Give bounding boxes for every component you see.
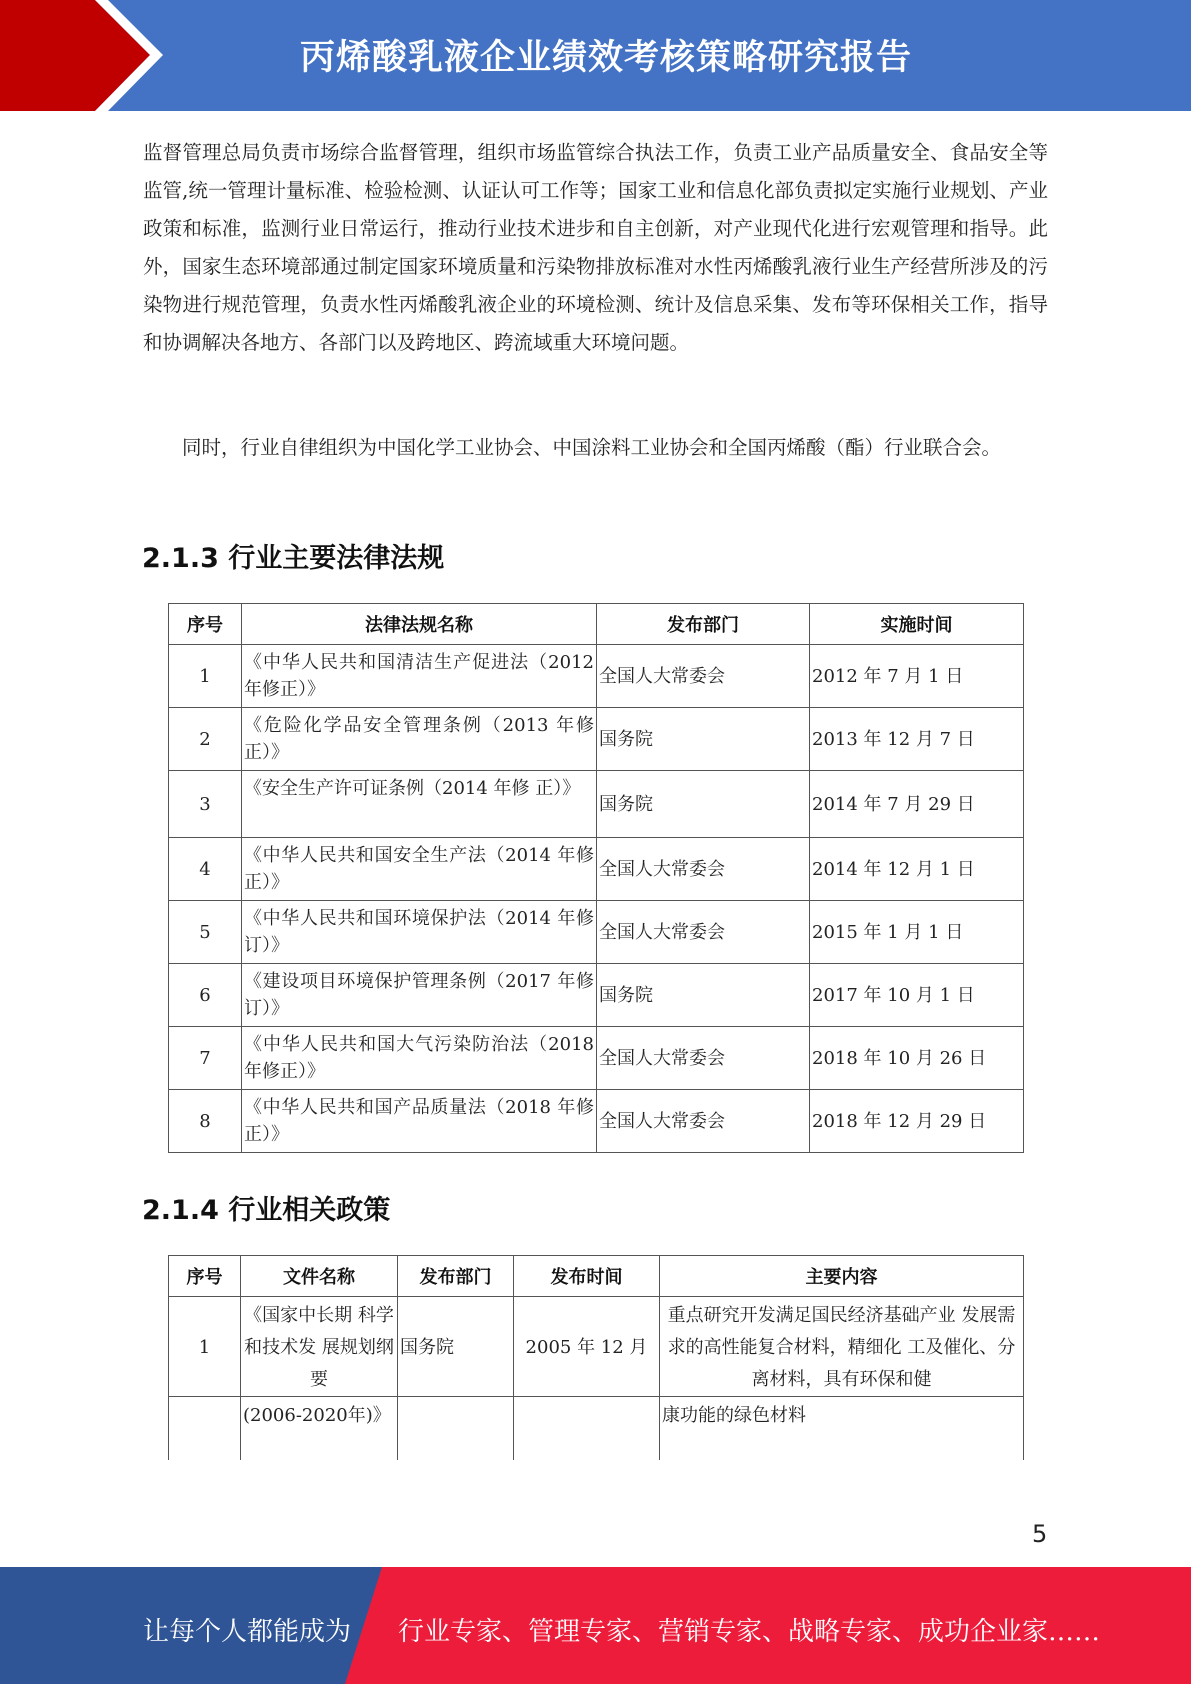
section-heading-2-1-4: 2.1.4 行业相关政策 [142,1195,391,1226]
row-law-name: 《建设项目环境保护管理条例（2017 年修订）》 [242,964,597,1027]
table-row [169,1297,1024,1397]
row-date: 2018 年 12 月 29 日 [810,1090,1024,1153]
table-row [169,1027,1024,1090]
row-dept: 全国人大常委会 [597,901,810,964]
column-header-content: 主要内容 [660,1256,1024,1297]
table-row [169,901,1024,964]
row-doc-name-cont: (2006-2020年)》 [241,1397,398,1461]
row-date: 2012 年 7 月 1 日 [810,645,1024,708]
policy-table-header-row [169,1256,1024,1297]
row-date: 2017 年 10 月 1 日 [810,964,1024,1027]
row-date: 2018 年 10 月 26 日 [810,1027,1024,1090]
row-no: 6 [169,964,242,1027]
footer-slogan-right: 行业专家、管理专家、营销专家、战略专家、成功企业家…… [398,1617,1101,1647]
policy-table [168,1255,1024,1460]
row-law-name: 《中华人民共和国产品质量法（2018 年修正）》 [242,1090,597,1153]
row-dept: 国务院 [597,771,810,838]
row-dept: 全国人大常委会 [597,838,810,901]
table-row [169,838,1024,901]
column-header-date: 发布时间 [514,1256,660,1297]
page-header [0,0,1191,111]
row-no: 8 [169,1090,242,1153]
row-law-name: 《中华人民共和国安全生产法（2014 年修正）》 [242,838,597,901]
page-number: 5 [1032,1520,1048,1548]
row-date-empty [514,1397,660,1461]
row-date: 2015 年 1 月 1 日 [810,901,1024,964]
column-header-name: 法律法规名称 [242,604,597,645]
column-header-dept: 发布部门 [597,604,810,645]
row-date: 2014 年 7 月 29 日 [810,771,1024,838]
table-row [169,1090,1024,1153]
row-no: 4 [169,838,242,901]
row-date: 2014 年 12 月 1 日 [810,838,1024,901]
row-date: 2013 年 12 月 7 日 [810,708,1024,771]
row-law-name: 《危险化学品安全管理条例（2013 年修正）》 [242,708,597,771]
row-no: 7 [169,1027,242,1090]
table-row [169,645,1024,708]
row-date: 2005 年 12 月 [514,1297,660,1397]
body-paragraph-2: 同时，行业自律组织为中国化学工业协会、中国涂料工业协会和全国丙烯酸（酯）行业联合会。 [182,436,1002,459]
row-no-empty [169,1397,241,1461]
table-row-continued [169,1397,1024,1461]
laws-table-header-row [169,604,1024,645]
row-law-name: 《中华人民共和国清洁生产促进法（2012年修正）》 [242,645,597,708]
laws-table [168,603,1024,1153]
table-row [169,708,1024,771]
section-heading-2-1-3: 2.1.3 行业主要法律法规 [142,543,445,574]
row-no: 1 [169,645,242,708]
column-header-no: 序号 [169,1256,241,1297]
row-law-name: 《安全生产许可证条例（2014 年修 正）》 [242,771,597,838]
row-doc-name: 《国家中长期 科学和技术发 展规划纲要 [241,1297,398,1397]
row-no: 3 [169,771,242,838]
row-dept: 国务院 [597,708,810,771]
row-no: 2 [169,708,242,771]
table-row [169,964,1024,1027]
row-dept: 国务院 [398,1297,514,1397]
row-no: 1 [169,1297,241,1397]
row-content-cont: 康功能的绿色材料 [660,1397,1024,1461]
column-header-dept: 发布部门 [398,1256,514,1297]
column-header-no: 序号 [169,604,242,645]
table-row [169,771,1024,838]
column-header-date: 实施时间 [810,604,1024,645]
row-dept: 全国人大常委会 [597,1027,810,1090]
column-header-doc-name: 文件名称 [241,1256,398,1297]
footer-slogan-left: 让每个人都能成为 [143,1617,352,1647]
body-paragraph-1: 监督管理总局负责市场综合监督管理，组织市场监管综合执法工作，负责工业产品质量安全、食品安全等监管,统一管理计量标准、检验检测、认证认可工作等；国家工业和信息化部负责拟定实施行业规划、产业政策和标准，监测行业日常运行，推动行业技术进步和自主创新，对产业现代化进行宏观管理和指导。此外，国家生态环境部通过制定国家环境质量和污染物排放标准对水性丙烯酸乳液行业生产经营所涉及的污染物进行规范管理，负责水性丙烯酸乳液企业的环境检测、统计及信息采集、发布等环保相关工作，指导和协调解决各地方、各部门以及跨地区、跨流域重大环境问题。 [143,141,1048,354]
row-law-name: 《中华人民共和国环境保护法（2014 年修订）》 [242,901,597,964]
row-content: 重点研究开发满足国民经济基础产业 发展需求的高性能复合材料，精细化 工及催化、分离材料，具有环保和健 [660,1297,1024,1397]
row-dept-empty [398,1397,514,1461]
document-title: 丙烯酸乳液企业绩效考核策略研究报告 [300,38,913,78]
row-dept: 全国人大常委会 [597,1090,810,1153]
row-law-name: 《中华人民共和国大气污染防治法（2018年修正）》 [242,1027,597,1090]
row-dept: 国务院 [597,964,810,1027]
row-no: 5 [169,901,242,964]
page-footer [0,1567,1191,1684]
row-dept: 全国人大常委会 [597,645,810,708]
